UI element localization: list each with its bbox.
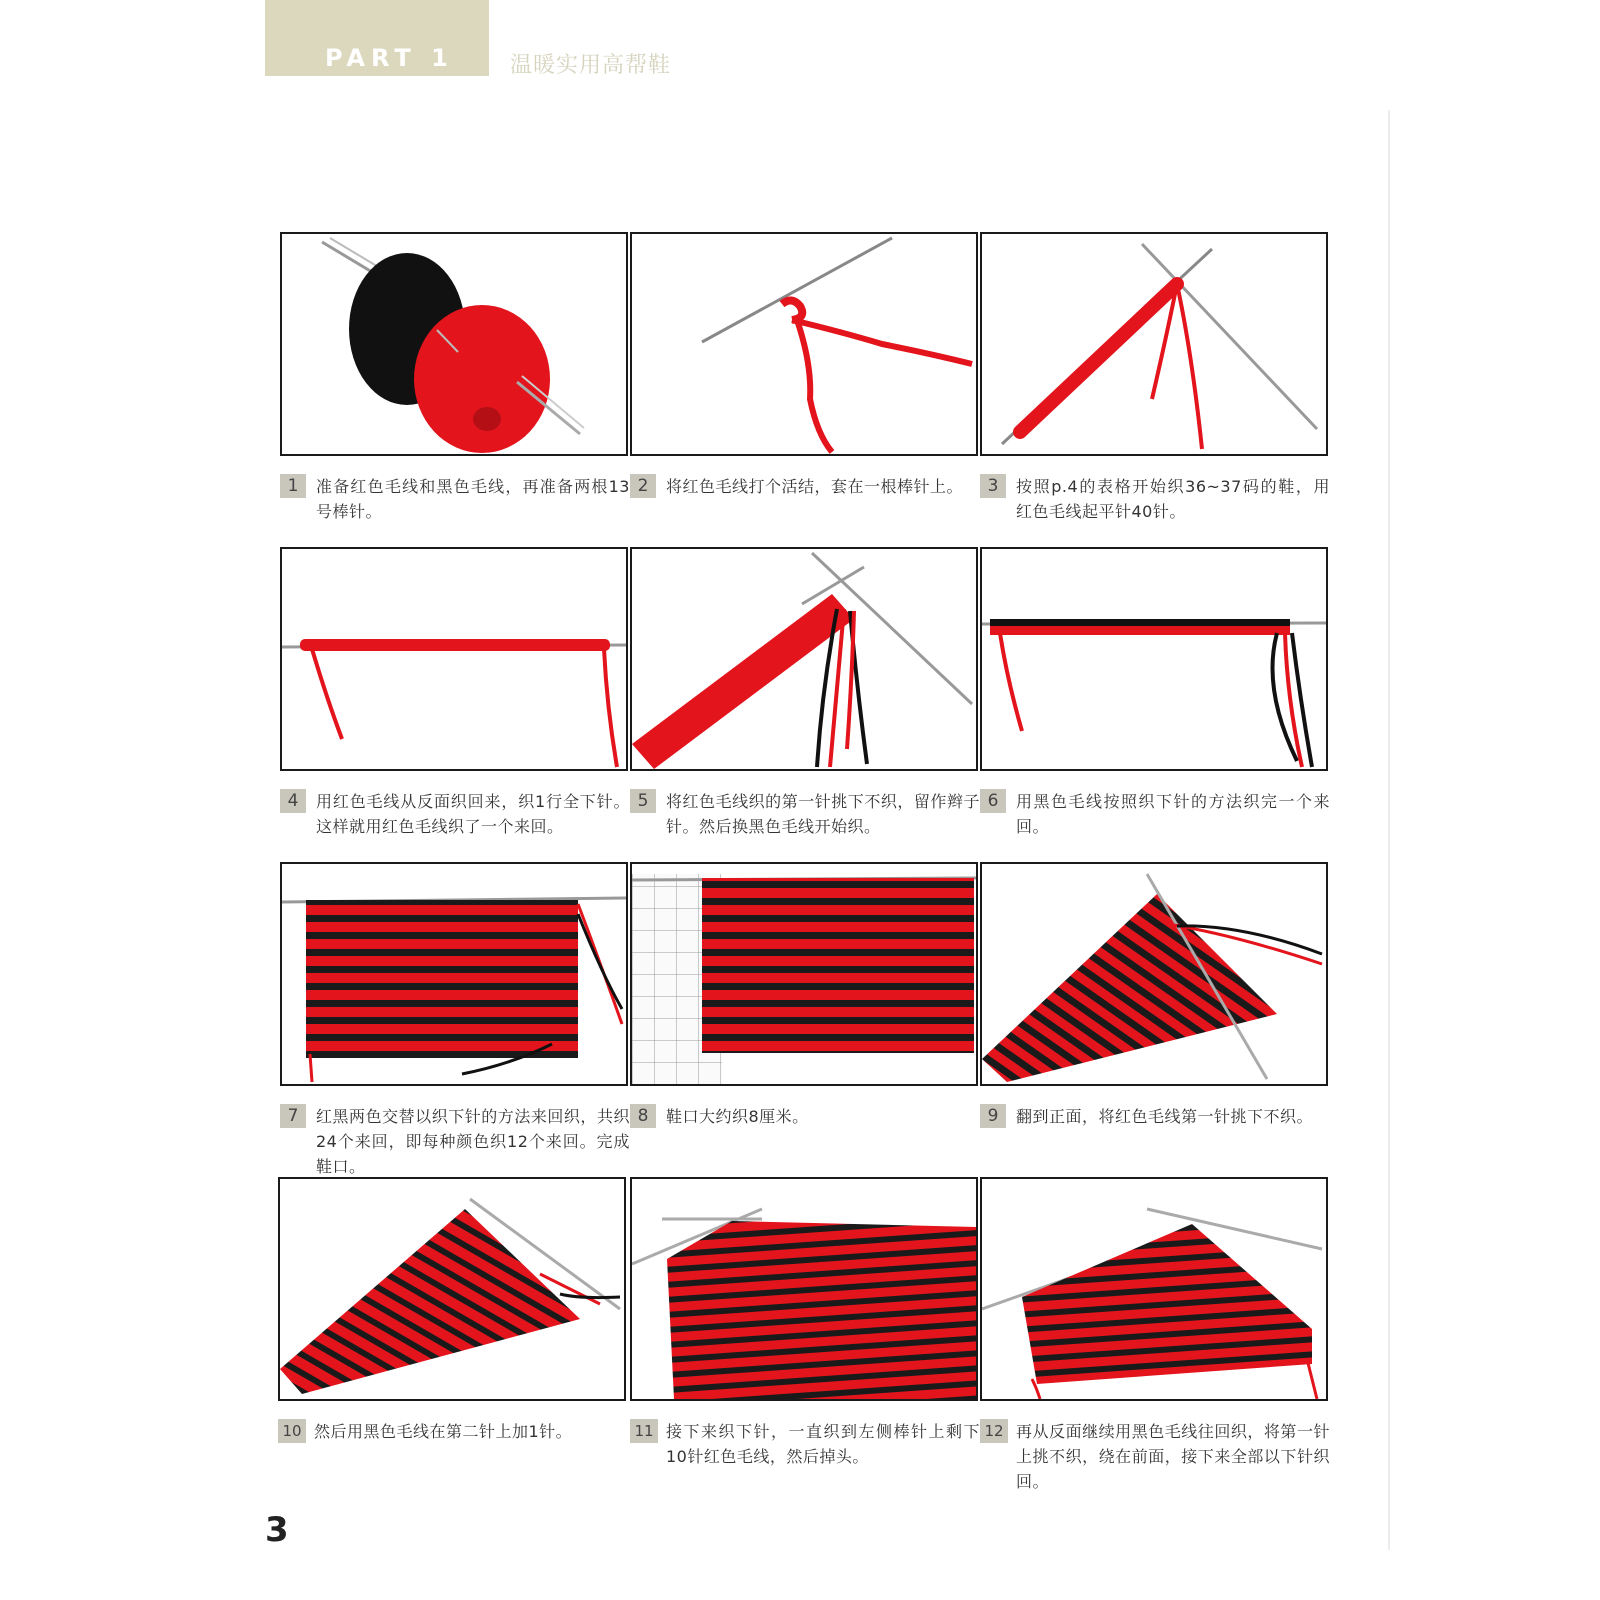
page-edge-rule <box>1388 110 1390 1550</box>
step-10-text: 然后用黑色毛线在第二针上加1针。 <box>314 1422 573 1441</box>
step-7-number: 7 <box>280 1104 306 1128</box>
step-10-number: 10 <box>278 1419 306 1443</box>
step-6-number: 6 <box>980 789 1006 813</box>
step-7-text: 红黑两色交替以织下针的方法来回织，共织24个来回，即每种颜色织12个来回。完成鞋口。 <box>316 1107 630 1176</box>
step-8-text: 鞋口大约织8厘米。 <box>666 1107 809 1126</box>
step-10-photo <box>278 1177 626 1401</box>
step-6-photo <box>980 547 1328 771</box>
step-11-photo <box>630 1177 978 1401</box>
step-12-photo <box>980 1177 1328 1401</box>
step-5-photo <box>630 547 978 771</box>
step-6-text: 用黑色毛线按照织下针的方法织完一个来回。 <box>1016 792 1330 836</box>
step-1-text: 准备红色毛线和黑色毛线，再准备两根13号棒针。 <box>316 477 630 521</box>
step-12-number: 12 <box>980 1419 1008 1443</box>
step-9-photo <box>980 862 1328 1086</box>
step-3-text: 按照p.4的表格开始织36~37码的鞋，用红色毛线起平针40针。 <box>1016 477 1330 521</box>
page-number: 3 <box>265 1510 289 1550</box>
step-2-text: 将红色毛线打个活结，套在一根棒针上。 <box>666 477 964 496</box>
step-9-number: 9 <box>980 1104 1006 1128</box>
step-5-text: 将红色毛线织的第一针挑下不织，留作辫子针。然后换黑色毛线开始织。 <box>666 792 980 836</box>
step-12-text: 再从反面继续用黑色毛线往回织，将第一针上挑不织，绕在前面，接下来全部以下针织回。 <box>1016 1422 1330 1491</box>
section-title: 温暖实用高帮鞋 <box>510 53 672 78</box>
part-label: PART 1 <box>325 44 454 72</box>
step-1-number: 1 <box>280 474 306 498</box>
step-4-number: 4 <box>280 789 306 813</box>
step-8-photo <box>630 862 978 1086</box>
step-3-photo <box>980 232 1328 456</box>
step-1-photo <box>280 232 628 456</box>
step-4-photo <box>280 547 628 771</box>
step-11-number: 11 <box>630 1419 658 1443</box>
step-7-photo <box>280 862 628 1086</box>
step-9-text: 翻到正面，将红色毛线第一针挑下不织。 <box>1016 1107 1314 1126</box>
step-2-photo <box>630 232 978 456</box>
step-2-number: 2 <box>630 474 656 498</box>
step-5-number: 5 <box>630 789 656 813</box>
step-11-text: 接下来织下针，一直织到左侧棒针上剩下10针红色毛线，然后掉头。 <box>666 1422 980 1466</box>
step-8-number: 8 <box>630 1104 656 1128</box>
step-4-text: 用红色毛线从反面织回来，织1行全下针。这样就用红色毛线织了一个来回。 <box>316 792 630 836</box>
step-3-number: 3 <box>980 474 1006 498</box>
